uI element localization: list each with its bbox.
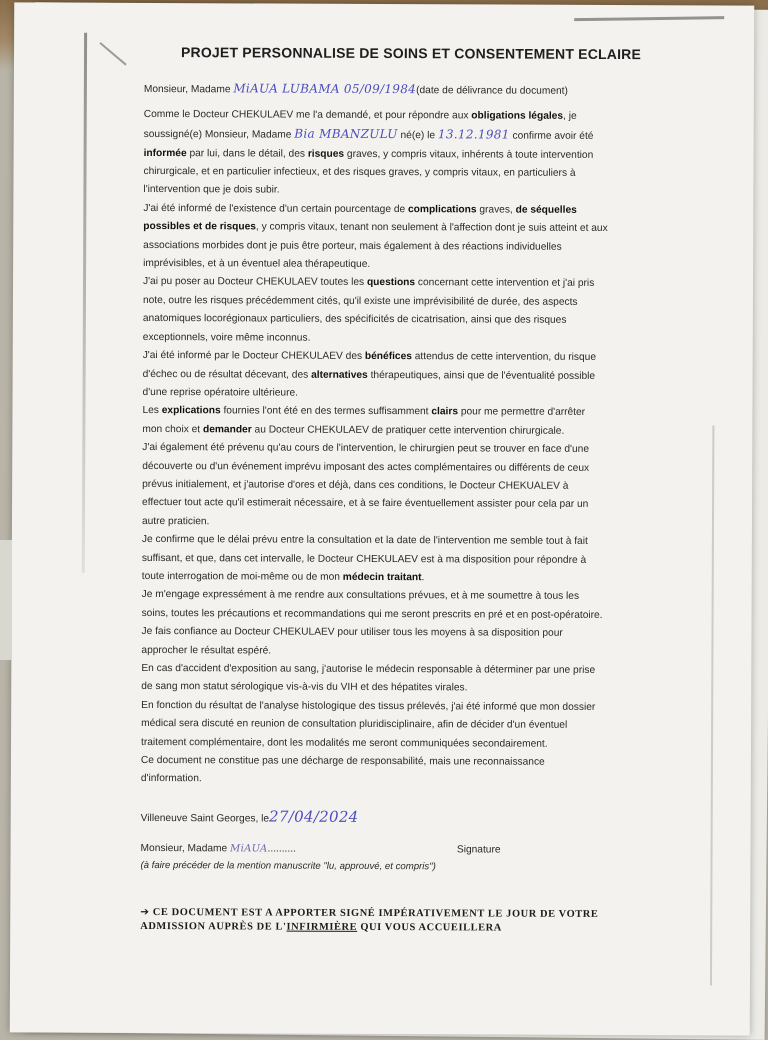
mention-instruction: (à faire précéder de la mention manuscrite "lu, approuvé, et compris")	[140, 859, 436, 872]
place-date-line: Villeneuve Saint Georges, le27/04/2024	[140, 807, 359, 826]
fold-mark	[99, 42, 126, 65]
handwritten-sign-date: 27/04/2024	[269, 807, 359, 826]
handwritten-birth-date: 13.12.1981	[437, 127, 510, 142]
paragraph-intro: Comme le Docteur CHEKULAEV me l'a demandé, et pour répondre aux obligations légales, je soussigné(e) Monsieur, Madame Bia MBANZULU né(e) le 13.12.1981 confirme avoir été informée par lui, dans le détail, des risques graves, y compris vitaux, inhérents à toute intervention chirurgicale, et en particulier infectieux, et des risques graves, y compris vitaux, en particuliers à l'intervention que je dois subir.	[143, 108, 594, 196]
signature-row: Monsieur, Madame MiAUA.......... Signature	[141, 840, 501, 860]
arrow-right-icon: ➔	[140, 906, 150, 919]
paragraph-engagement: Je m'engage expressément à me rendre aux consultations prévues, et à me soumettre à tous les soins, toutes les précautions et recommandations qui me seront prescrits en pré et en post-opératoire.	[141, 589, 603, 621]
fold-shadow-right	[710, 425, 714, 985]
paragraph-histologique: En fonction du résultat de l'analyse histologique des tissus prélevés, j'ai été informé que mon dossier médical sera discuté en reunion de consultation pluridisciplinaire, afin de décider d'un éventuel traitement complémentaire, dont les modalités me seront communiquées secondairement.	[141, 699, 596, 750]
signature-block	[140, 807, 660, 877]
left-edge-strip	[0, 540, 12, 660]
staple-mark	[574, 16, 724, 21]
paper-sheet	[10, 2, 754, 1035]
handwritten-name-date: MiAUA LUBAMA 05/09/1984	[233, 81, 417, 97]
paragraph-accident: En cas d'accident d'exposition au sang, j'autorise le médecin responsable à déterminer par une prise de sang mon statut sérologique vis-à-vis du VIH et des hépatites virales.	[141, 662, 596, 694]
document-body	[140, 43, 664, 936]
document-title: PROJET PERSONNALISE DE SOINS ET CONSENTEMENT ECLAIRE	[180, 44, 642, 63]
paragraph-delai: Je confirme que le délai prévu entre la consultation et la date de l'intervention me semble tout à fait suffisant, et que, dans cet intervalle, le Docteur CHEKULAEV est à ma disposition pour répondre à toute interrogation de moi-même ou de mon médecin traitant.	[141, 534, 588, 584]
paragraph-questions: J'ai pu poser au Docteur CHEKULAEV toutes les questions concernant cette intervention et j'ai pris note, outre les risques précédemment cités, qu'il existe une imprévisibilité de durée, des aspects anatomiques locorégionaux particuliers, des spécificités de cicatrisation, ainsi que des risques exceptionnels, voire même inconnus.	[142, 276, 595, 344]
paragraph-prevenu: J'ai également été prévenu qu'au cours de l'intervention, le chirurgien peut se trouver en face d'une découverte ou d'un événement imprévu imposant des actes complémentaires ou différents de ceux prévus initialement, et j'autorise d'ores et déjà, dans ces conditions, le Docteur CHEKUALEV à effectuer tout acte qu'il estimerait nécessaire, et à se faire éventuellement assister pour cela par un autre praticien.	[141, 442, 590, 527]
header-line: Monsieur, Madame MiAUA LUBAMA 05/09/1984(date de délivrance du document)	[143, 81, 568, 98]
paragraph-complications: J'ai été informé de l'existence d'un certain pourcentage de complications graves, de séquelles possibles et de risques, y compris vitaux, tenant non seulement à l'affection dont je suis atteint et aux associations morbides dont je puis être porteur, mais également à des réactions individuelles imprévisibles, et à un éventuel alea thérapeutique.	[143, 202, 608, 271]
paragraph-confiance: Je fais confiance au Docteur CHEKULAEV pour utiliser tous les moyens à sa disposition pour approcher le résultat espéré.	[141, 626, 563, 657]
admission-notice: ➔ CE DOCUMENT EST A APPORTER SIGNÉ IMPÉRATIVEMENT LE JOUR DE VOTRE ADMISSION AUPRÈS DE L'INFIRMIÈRE QUI VOUS ACCUEILLERA	[140, 906, 599, 934]
handwritten-signer: MiAUA	[230, 843, 268, 855]
handwritten-patient-name: Bia MBANZULU	[294, 126, 398, 142]
paragraph-decharge: Ce document ne constitue pas une décharge de responsabilité, mais une reconnaissance d'information.	[140, 754, 545, 785]
signature-label: Signature	[456, 844, 501, 856]
paragraph-benefices: J'ai été informé par le Docteur CHEKULAEV des bénéfices attendus de cette intervention, du risque d'échec ou de résultat décevant, des alternatives thérapeutiques, ainsi que de l'éventualité possible d'une reprise opératoire ultérieure.	[142, 350, 597, 399]
fold-shadow-left	[82, 33, 87, 573]
paragraph-explications: Les explications fournies l'ont été en des termes suffisamment clairs pour me permettre d'arrêter mon choix et demander au Docteur CHEKULAEV de pratiquer cette intervention chirurgicale.	[142, 405, 586, 437]
